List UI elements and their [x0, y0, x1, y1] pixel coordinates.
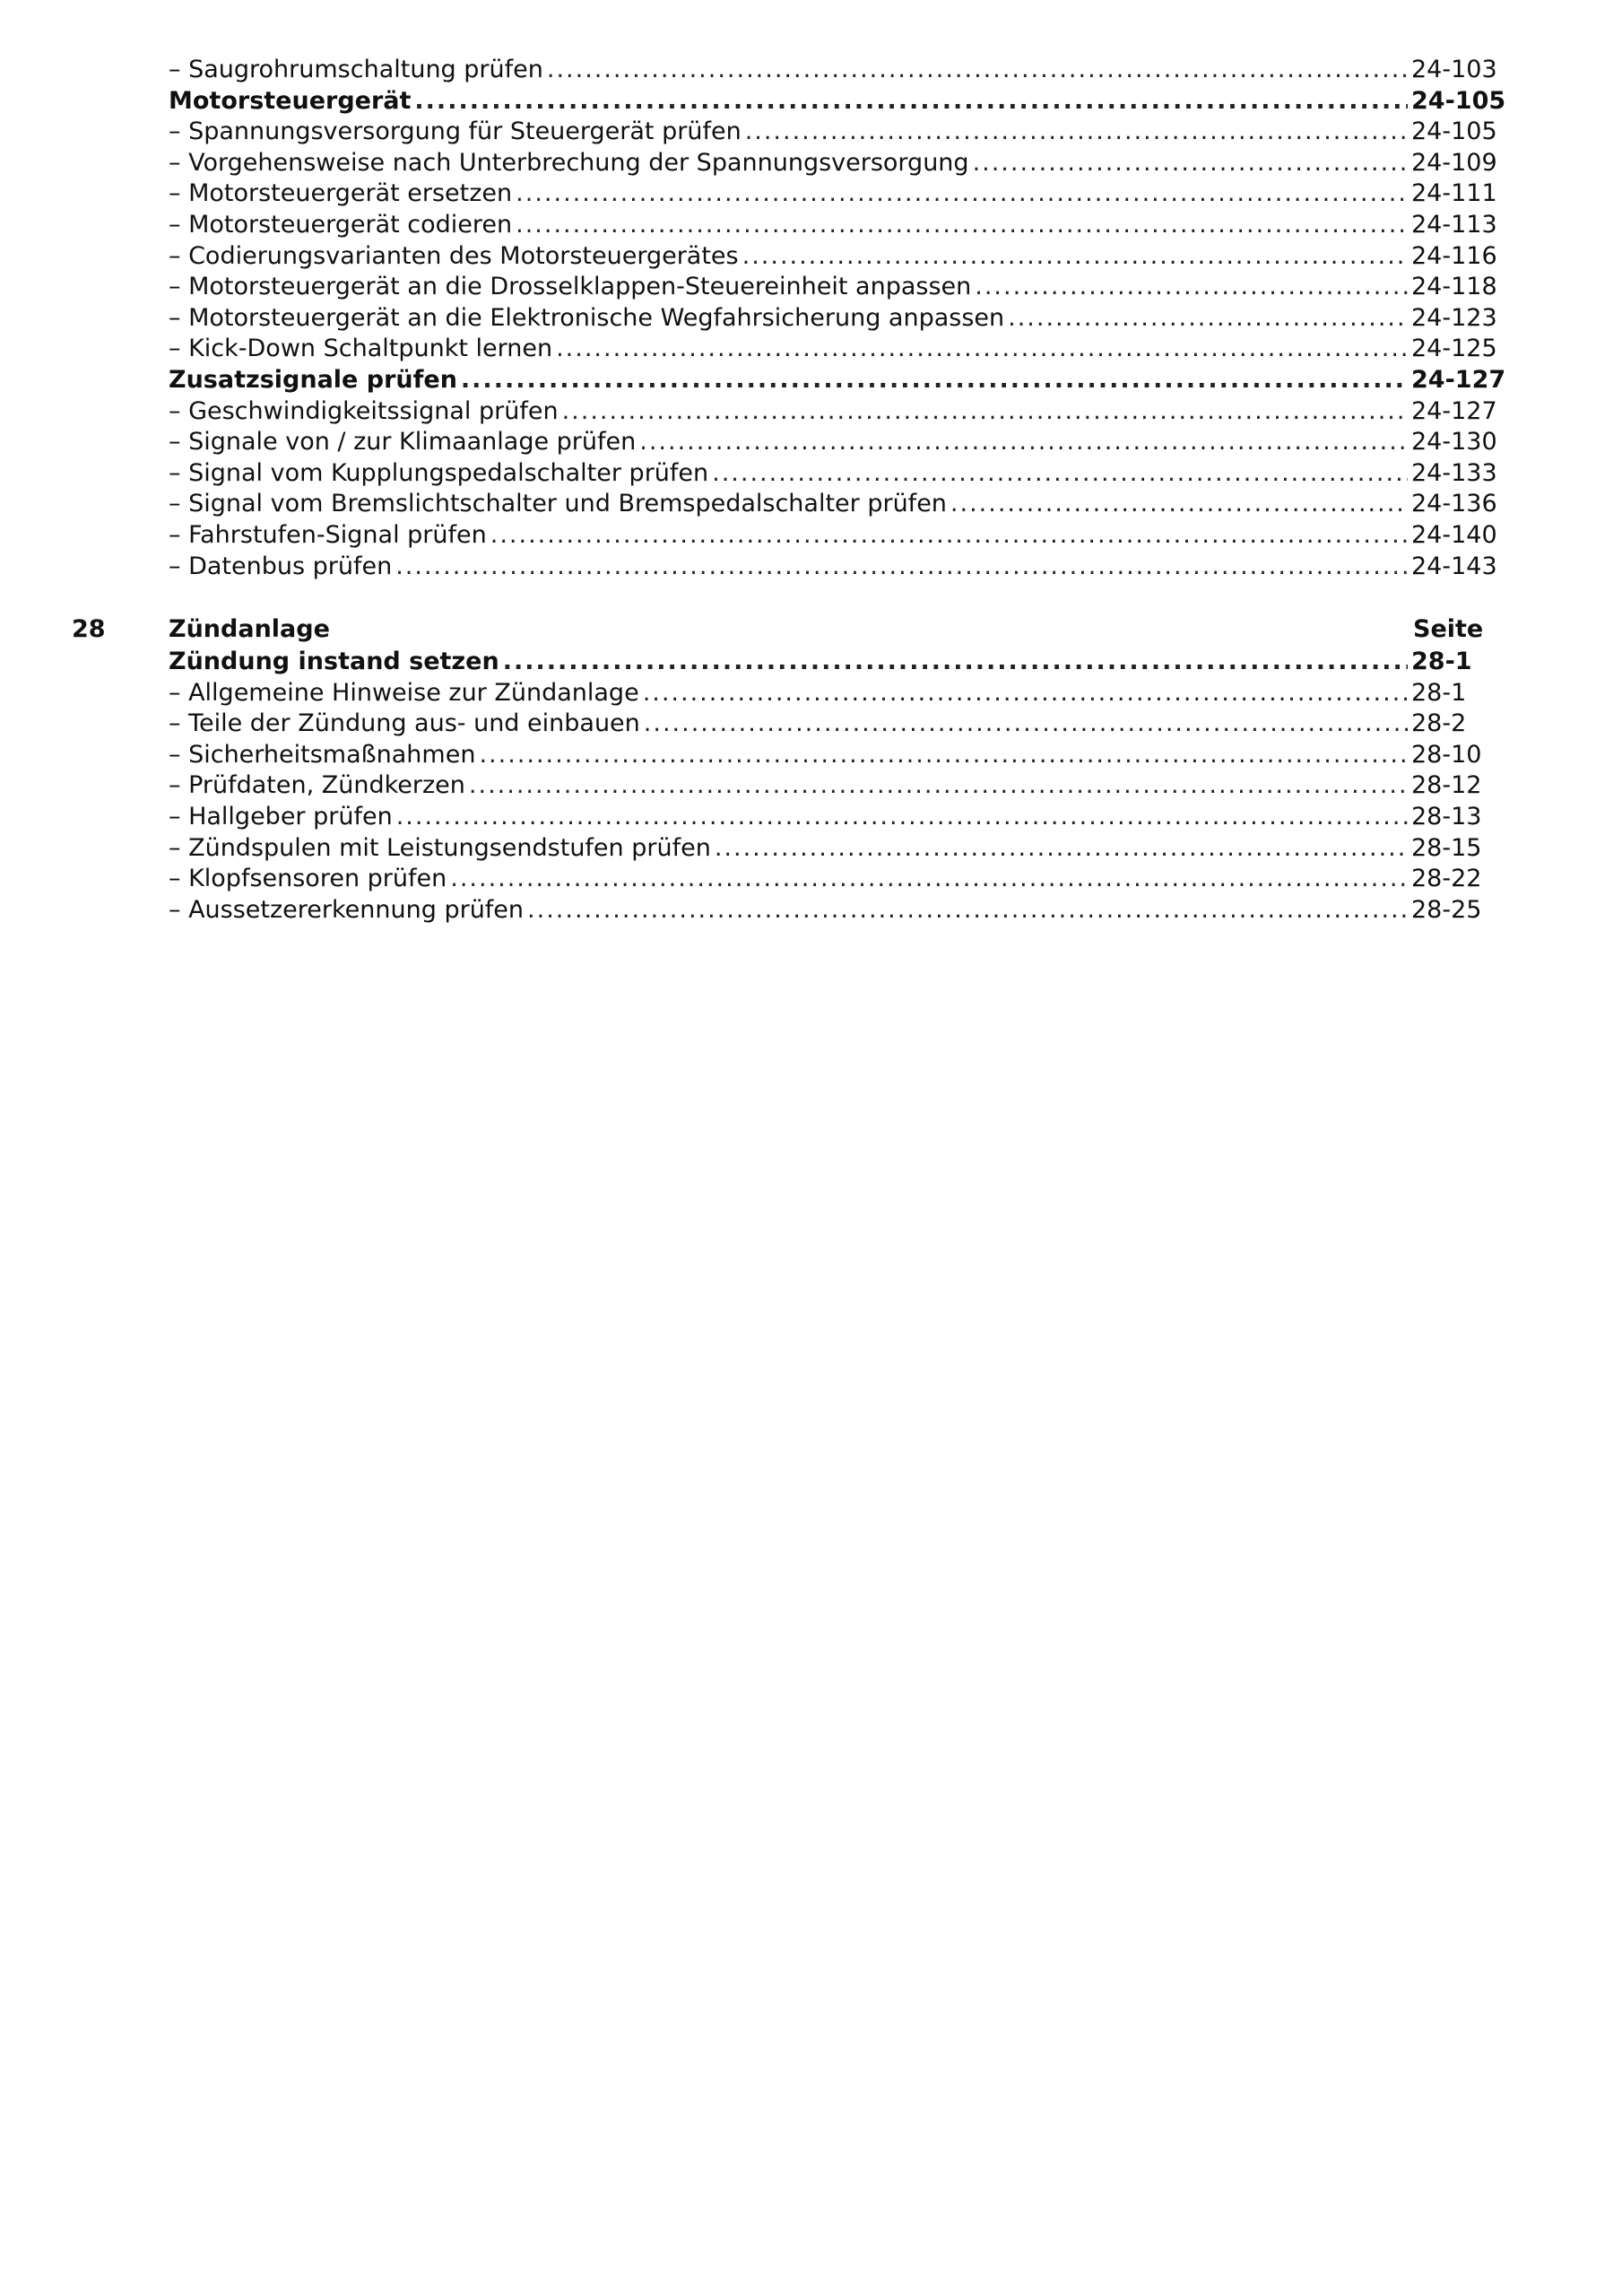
- entry-page-number: 24-111: [1411, 179, 1497, 208]
- toc-entry[interactable]: [169, 426, 1506, 458]
- dot-leader: [644, 708, 1408, 740]
- dot-leader: [503, 646, 1408, 678]
- entry-label: – Signale von / zur Klimaanlage prüfen: [169, 428, 637, 457]
- entry-label: – Allgemeine Hinweise zur Zündanlage: [169, 678, 639, 707]
- toc-entry[interactable]: [169, 240, 1506, 273]
- toc-entry[interactable]: [169, 488, 1506, 520]
- entry-page-number: 28-10: [1411, 740, 1482, 769]
- entry-page-number: 24-116: [1411, 241, 1497, 270]
- entry-label: – Vorgehensweise nach Unterbrechung der Spannungsversorgung: [169, 148, 969, 177]
- dot-leader: [742, 240, 1408, 273]
- dot-leader: [450, 863, 1408, 895]
- toc-entry[interactable]: [169, 677, 1506, 709]
- entry-page-number: 24-143: [1411, 552, 1497, 580]
- section-header-28: [0, 613, 1622, 646]
- dot-leader: [639, 426, 1408, 458]
- entry-label: – Prüfdaten, Zündkerzen: [169, 771, 465, 800]
- section-title: Zündanlage: [169, 615, 330, 643]
- entry-page-number: 24-127: [1411, 366, 1506, 394]
- entry-page-number: 24-133: [1411, 458, 1497, 487]
- toc-entry[interactable]: [169, 209, 1506, 241]
- dot-leader: [547, 54, 1408, 86]
- dot-leader: [414, 85, 1408, 117]
- entry-label: – Signal vom Kupplungspedalschalter prüfen: [169, 458, 709, 487]
- entry-page-number: 28-1: [1411, 678, 1467, 707]
- dot-leader: [479, 739, 1408, 771]
- entry-page-number: 24-127: [1411, 396, 1497, 425]
- dot-leader: [745, 116, 1408, 148]
- dot-leader: [395, 551, 1408, 583]
- toc-heading-entry[interactable]: [169, 85, 1506, 117]
- entry-page-number: 28-2: [1411, 709, 1467, 738]
- entry-label: – Teile der Zündung aus- und einbauen: [169, 709, 640, 738]
- toc-entry[interactable]: [169, 801, 1506, 833]
- toc-entry[interactable]: [169, 832, 1506, 865]
- dot-leader: [973, 147, 1408, 179]
- toc-entry[interactable]: [169, 708, 1506, 740]
- dot-leader: [950, 488, 1408, 520]
- entry-page-number: 24-140: [1411, 521, 1497, 549]
- dot-leader: [461, 364, 1408, 396]
- toc-entry[interactable]: [169, 770, 1506, 802]
- entry-page-number: 28-13: [1411, 803, 1482, 831]
- toc-heading-entry[interactable]: [169, 646, 1506, 678]
- dot-leader: [556, 333, 1408, 365]
- entry-page-number: 24-103: [1411, 56, 1497, 83]
- dot-leader: [562, 396, 1408, 428]
- entry-page-number: 24-105: [1411, 117, 1497, 146]
- entry-label: – Datenbus prüfen: [169, 552, 393, 580]
- entry-label: Motorsteuergerät: [169, 86, 412, 115]
- dot-leader: [975, 271, 1408, 303]
- dot-leader: [715, 832, 1408, 865]
- entry-page-number: 28-12: [1411, 771, 1482, 800]
- toc-heading-entry[interactable]: [169, 364, 1506, 396]
- entry-label: – Motorsteuergerät an die Drosselklappen-Steuereinheit anpassen: [169, 273, 972, 301]
- toc-entry[interactable]: [169, 457, 1506, 490]
- entry-page-number: 24-130: [1411, 428, 1497, 457]
- toc-entry[interactable]: [169, 178, 1506, 210]
- toc-entry[interactable]: [169, 739, 1506, 771]
- entry-label: – Motorsteuergerät ersetzen: [169, 179, 513, 208]
- entry-page-number: 24-105: [1411, 86, 1506, 115]
- entry-label: – Saugrohrumschaltung prüfen: [169, 56, 543, 83]
- entry-label: Zusatzsignale prüfen: [169, 366, 457, 394]
- dot-leader: [516, 178, 1408, 210]
- entry-page-number: 24-118: [1411, 273, 1497, 301]
- entry-label: – Aussetzererkennung prüfen: [169, 895, 525, 924]
- entry-page-number: 24-113: [1411, 211, 1497, 239]
- entry-label: – Zündspulen mit Leistungsendstufen prüfen: [169, 833, 711, 862]
- toc-entry[interactable]: [169, 396, 1506, 428]
- entry-label: – Geschwindigkeitssignal prüfen: [169, 396, 559, 425]
- entry-label: – Sicherheitsmaßnahmen: [169, 740, 476, 769]
- entry-page-number: 24-109: [1411, 148, 1497, 177]
- entry-page-number: 28-22: [1411, 865, 1482, 893]
- entry-label: – Motorsteuergerät codieren: [169, 211, 513, 239]
- entry-page-number: 24-136: [1411, 490, 1497, 518]
- toc-entry[interactable]: [169, 333, 1506, 365]
- entry-label: – Klopfsensoren prüfen: [169, 865, 447, 893]
- page-column-header: Seite: [1413, 615, 1484, 643]
- toc-entry[interactable]: [169, 863, 1506, 895]
- entry-label: – Spannungsversorgung für Steuergerät prüfen: [169, 117, 742, 146]
- toc-entry[interactable]: [169, 116, 1506, 148]
- entry-label: – Codierungsvarianten des Motorsteuergerätes: [169, 241, 739, 270]
- entry-page-number: 24-125: [1411, 335, 1497, 363]
- dot-leader: [396, 801, 1408, 833]
- toc-entry[interactable]: [169, 147, 1506, 179]
- dot-leader: [516, 209, 1408, 241]
- toc-entry[interactable]: [169, 54, 1506, 86]
- entry-page-number: 28-25: [1411, 895, 1482, 924]
- toc-entry[interactable]: [169, 271, 1506, 303]
- toc-entry[interactable]: [169, 894, 1506, 926]
- entry-page-number: 28-15: [1411, 833, 1482, 862]
- entry-label: – Kick-Down Schaltpunkt lernen: [169, 335, 553, 363]
- toc-entry[interactable]: [169, 519, 1506, 552]
- dot-leader: [643, 677, 1408, 709]
- dot-leader: [712, 457, 1408, 490]
- entry-page-number: 24-123: [1411, 303, 1497, 332]
- entry-label: Zündung instand setzen: [169, 648, 499, 675]
- dot-leader: [469, 770, 1408, 802]
- toc-entry[interactable]: [169, 551, 1506, 583]
- entry-label: – Fahrstufen-Signal prüfen: [169, 521, 487, 549]
- section-number: 28: [72, 615, 106, 643]
- dot-leader: [527, 894, 1408, 926]
- dot-leader: [1008, 302, 1408, 335]
- entry-label: – Hallgeber prüfen: [169, 803, 393, 831]
- dot-leader: [490, 519, 1408, 552]
- entry-label: – Motorsteuergerät an die Elektronische Wegfahrsicherung anpassen: [169, 303, 1005, 332]
- entry-label: – Signal vom Bremslichtschalter und Bremspedalschalter prüfen: [169, 490, 947, 518]
- toc-entry[interactable]: [169, 302, 1506, 335]
- entry-page-number: 28-1: [1411, 648, 1472, 675]
